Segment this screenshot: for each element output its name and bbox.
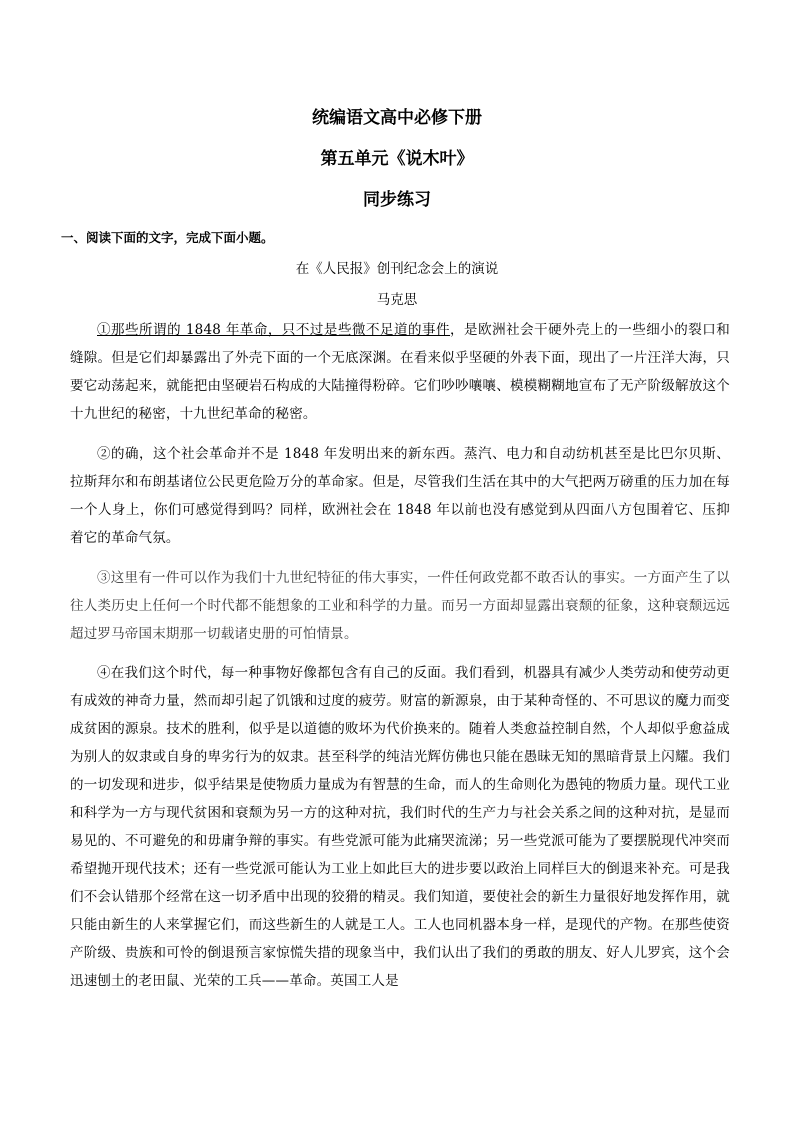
- article-title: 在《人民报》创刊纪念会上的演说: [295, 261, 499, 277]
- paragraph-1-text: ，是欧洲社会干硬外壳上的一些细小的裂口和缝隙。但是它们却暴露出了外壳下面的一个无底深渊。在看来似乎坚硬的外表下面，现出了一片汪洋大海，只要它动荡起来，就能把由坚硬岩石构成的大陆撞得粉碎。它们吵吵嚷嚷、模模糊糊地宣布了无产阶级解放这个十九世纪的秘密，十九世纪革命的秘密。: [70, 322, 730, 422]
- paragraph-4: ④在我们这个时代，每一种事物好像都包含有自己的反面。我们看到，机器具有减少人类劳动和使劳动更有成效的神奇力量，然而却引起了饥饿和过度的疲劳。财富的新源泉，由于某种奇怪的、不可思议的魔力而变成贫困的源泉。技术的胜利，似乎是以道德的败坏为代价换来的。随着人类愈益控制自然，个人却似乎愈益成为别人的奴隶或自身的卑劣行为的奴隶。甚至科学的纯洁光辉仿佛也只能在愚昧无知的黑暗背景上闪耀。我们的一切发现和进步，似乎结果是使物质力量成为有智慧的生命，而人的生命则化为愚钝的物质力量。现代工业和科学为一方与现代贫困和衰颓为另一方的这种对抗，我们时代的生产力与社会关系之间的这种对抗，是显而易见的、不可避免的和毋庸争辩的事实。有些党派可能为此痛哭流涕；另一些党派可能为了要摆脱现代冲突而希望抛开现代技术；还有一些党派可能认为工业上如此巨大的进步要以政治上同样巨大的倒退来补充。可是我们不会认错那个经常在这一切矛盾中出现的狡猾的精灵。我们知道，要使社会的新生力量很好地发挥作用，就只能由新生的人来掌握它们，而这些新生的人就是工人。工人也同机器本身一样，是现代的产物。在那些使资产阶级、贵族和可怜的倒退预言家惊慌失措的现象当中，我们认出了我们的勇敢的朋友、好人儿罗宾，这个会迅速刨土的老田鼠、光荣的工兵——革命。英国工人是: [70, 665, 730, 989]
- paragraph-3: ③这里有一件可以作为我们十九世纪特征的伟大事实，一件任何政党都不敢否认的事实。一方面产生了以往人类历史上任何一个时代都不能想象的工业和科学的力量。而另一方面却显露出衰颓的征象，这种衰颓远远超过罗马帝国末期那一切载诸史册的可怕情景。: [70, 570, 730, 642]
- article-author: 马克思: [376, 292, 418, 308]
- unit-title: 第五单元《说木叶》: [320, 149, 474, 169]
- exercise-title: 同步练习: [363, 190, 431, 210]
- paragraph-1: [70, 316, 730, 428]
- question-heading: 一、阅读下面的文字，完成下面小题。: [61, 230, 274, 245]
- document-title: 统编语文高中必修下册: [312, 108, 482, 128]
- underlined-phrase: ①那些所谓的 1848 年革命，只不过是些微不足道的事件: [97, 322, 451, 338]
- paragraph-2: ②的确，这个社会革命并不是 1848 年发明出来的新东西。蒸汽、电力和自动纺机甚至是比巴尔贝斯、拉斯拜尔和布朗基诸位公民更危险万分的革命家。但是，尽管我们生活在其中的大气把两万磅重的压力加在每一个人身上，你们可感觉得到吗？同样，欧洲社会在 1848 年以前也没有感觉到从四面八方包围着它、压抑着它的革命气氛。: [70, 446, 730, 546]
